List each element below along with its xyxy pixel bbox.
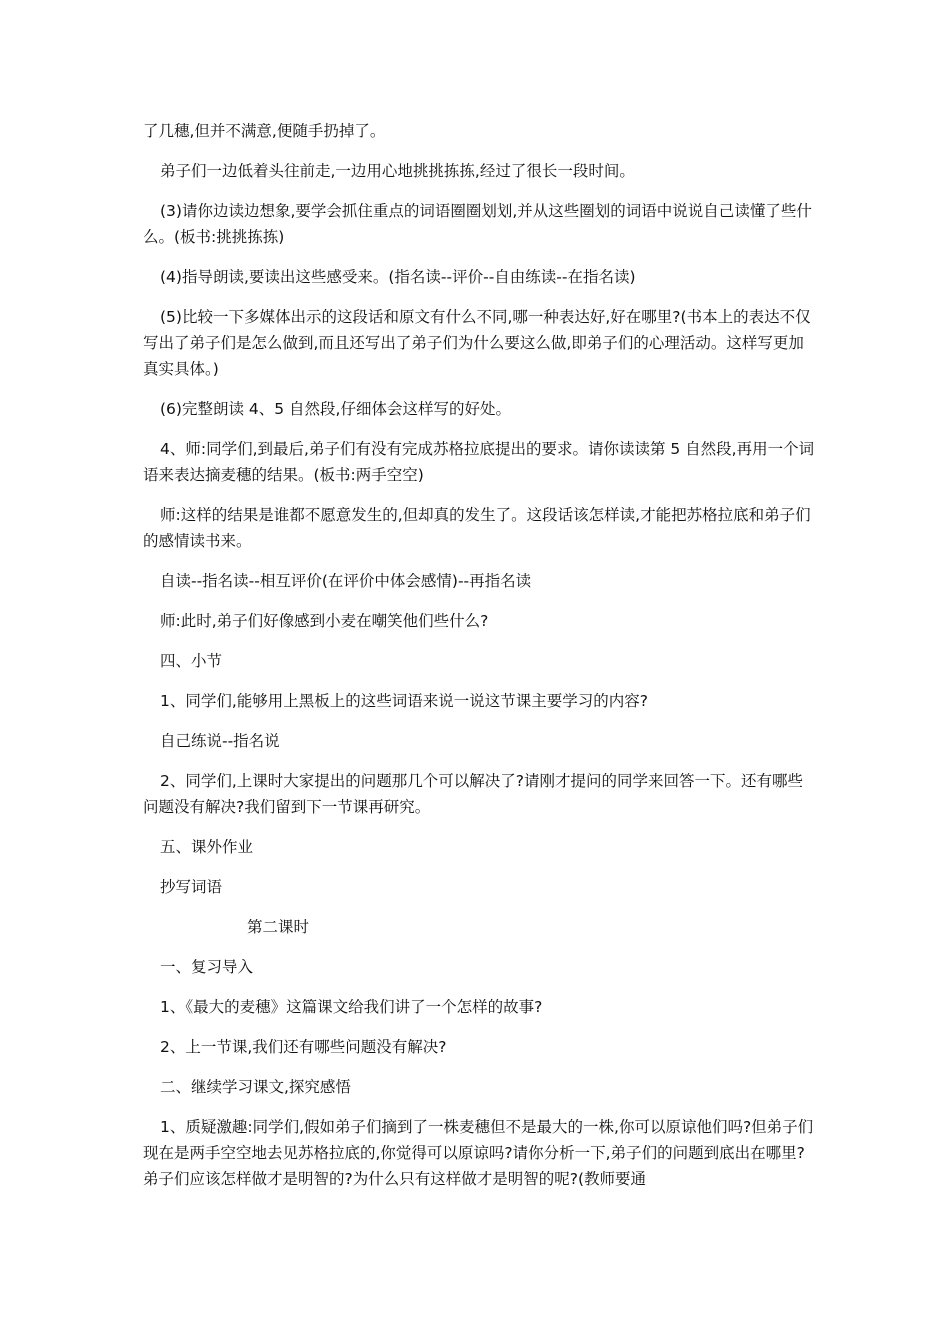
paragraph: 师:此时,弟子们好像感到小麦在嘲笑他们些什么? [160,612,489,630]
paragraph: 1、《最大的麦穗》这篇课文给我们讲了一个怎样的故事? [160,998,543,1016]
paragraph: (6)完整朗读 4、5 自然段,仔细体会这样写的好处。 [160,400,511,418]
paragraph: 2、上一节课,我们还有哪些问题没有解决? [160,1038,447,1056]
paragraph: 师:这样的结果是谁都不愿意发生的,但却真的发生了。这段话该怎样读,才能把苏格拉底和弟子们的感情读书来。 [143,506,811,550]
section-heading: 四、小节 [160,652,223,670]
section-heading: 五、课外作业 [160,838,254,856]
paragraph: 1、质疑激趣:同学们,假如弟子们摘到了一株麦穗但不是最大的一株,你可以原谅他们吗?但弟子们现在是两手空空地去见苏格拉底的,你觉得可以原谅吗?请你分析一下,弟子们的问题到底出在哪里?弟子们应该怎样做才是明智的?为什么只有这样做才是明智的呢?(教师要通 [143,1118,814,1188]
paragraph: (5)比较一下多媒体出示的这段话和原文有什么不同,哪一种表达好,好在哪里?(书本上的表达不仅写出了弟子们是怎么做到,而且还写出了弟子们为什么要这么做,即弟子们的心理活动。这样写更加真实具体。) [143,308,811,378]
paragraph-continuation: 了几穗,但并不满意,便随手扔掉了。 [143,122,386,140]
paragraph: (4)指导朗读,要读出这些感受来。(指名读--评价--自由练读--在指名读) [160,268,636,286]
paragraph: 1、同学们,能够用上黑板上的这些词语来说一说这节课主要学习的内容? [160,692,649,710]
paragraph: (3)请你边读边想象,要学会抓住重点的词语圈圈划划,并从这些圈划的词语中说说自己读懂了些什么。(板书:挑挑拣拣) [143,202,812,246]
paragraph: 2、同学们,上课时大家提出的问题那几个可以解决了?请刚才提问的同学来回答一下。还有哪些问题没有解决?我们留到下一节课再研究。 [143,772,804,816]
paragraph: 抄写词语 [160,878,223,896]
paragraph: 自读--指名读--相互评价(在评价中体会感情)--再指名读 [160,572,532,590]
paragraph: 自己练说--指名说 [160,732,280,750]
section-heading: 一、复习导入 [160,958,254,976]
paragraph: 4、师:同学们,到最后,弟子们有没有完成苏格拉底提出的要求。请你读读第 5 自然段,再用一个词语来表达摘麦穗的结果。(板书:两手空空) [143,440,815,484]
lesson-title: 第二课时 [247,918,310,936]
section-heading: 二、继续学习课文,探究感悟 [160,1078,351,1096]
paragraph: 弟子们一边低着头往前走,一边用心地挑挑拣拣,经过了很长一段时间。 [160,162,635,180]
document-body [143,118,815,1206]
